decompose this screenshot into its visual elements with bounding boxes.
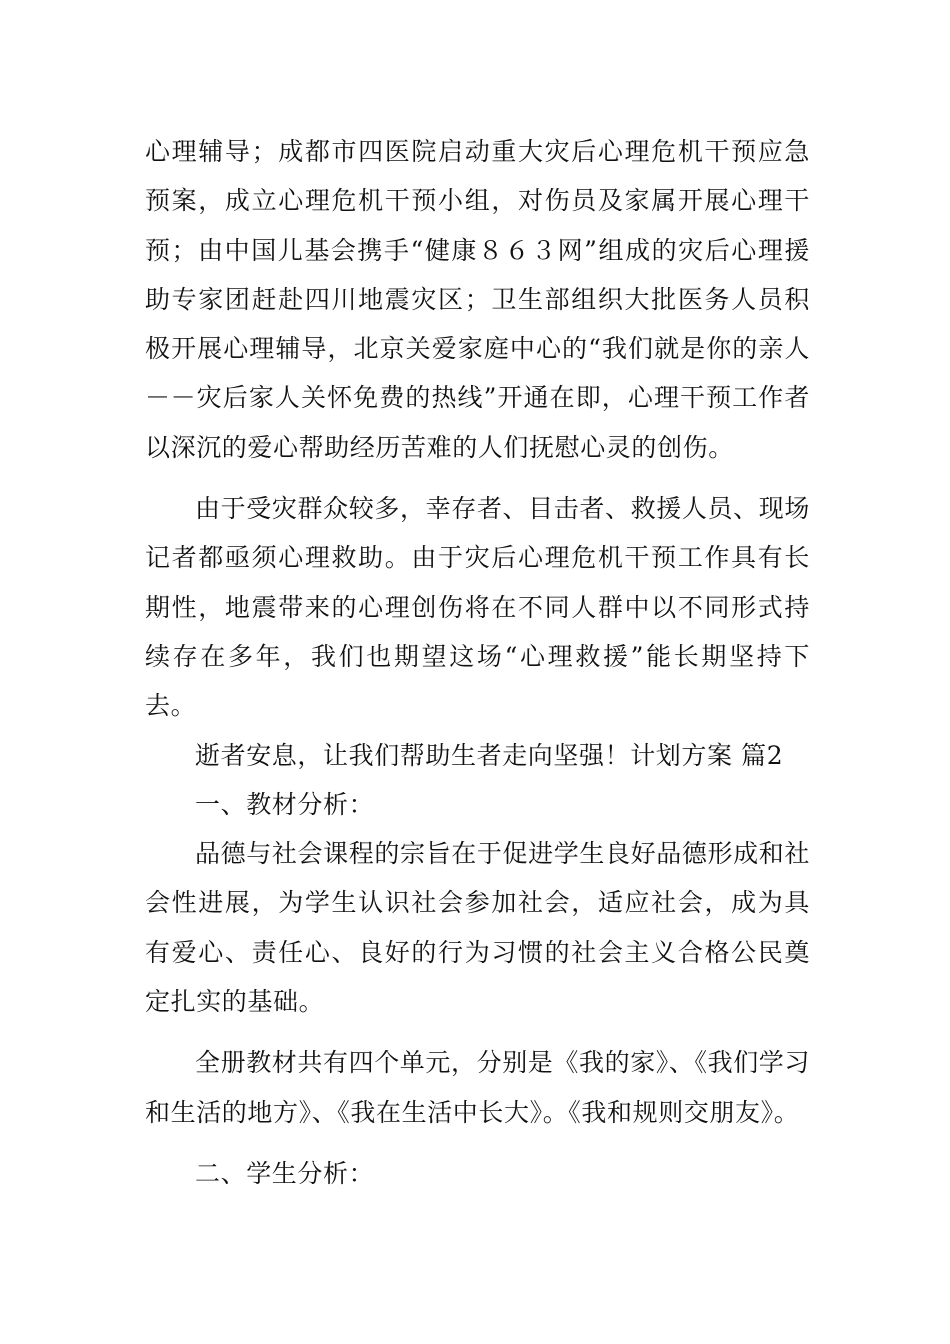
paragraph-units: 全册教材共有四个单元，分别是《我的家》、《我们学习和生活的地方》、《我在生活中长大》。《我和规则交朋友》。 [145, 1048, 811, 1127]
paragraph-gap [145, 1026, 810, 1038]
paragraph-gap [145, 1137, 810, 1149]
heading-textbook-analysis: 一、教材分析： [195, 789, 375, 819]
paragraph-continued: 心理辅导；成都市四医院启动重大灾后心理危机干预应急预案，成立心理危机干预小组，对伤员及家属开展心理干预；由中国儿基会携手“健康８６３网”组成的灾后心理援助专家团赶赴四川地震灾区；卫生部组织大批医务人员积极开展心理辅导，北京关爱家庭中心的“我们就是你的亲人－－灾后家人关怀免费的热线”开通在即，心理干预工作者以深沉的爱心帮助经历苦难的人们抚慰心灵的创伤。 [145, 137, 810, 462]
section-title: 逝者安息，让我们帮助生者走向坚强！计划方案 篇2 [195, 740, 784, 770]
paragraph-disaster-relief: 由于受灾群众较多，幸存者、目击者、救援人员、现场记者都亟须心理救助。由于灾后心理危机干预工作具有长期性，地震带来的心理创伤将在不同人群中以不同形式持续存在多年，我们也期望这场“心理救援”能长期坚持下去。 [145, 494, 810, 721]
paragraph-course-purpose: 品德与社会课程的宗旨在于促进学生良好品德形成和社会性进展，为学生认识社会参加社会，适应社会，成为具有爱心、责任心、良好的行为习惯的社会主义合格公民奠定扎实的基础。 [145, 839, 810, 1017]
document-body [145, 127, 810, 1198]
paragraph-gap [145, 472, 810, 484]
heading-student-analysis: 二、学生分析： [195, 1158, 375, 1188]
